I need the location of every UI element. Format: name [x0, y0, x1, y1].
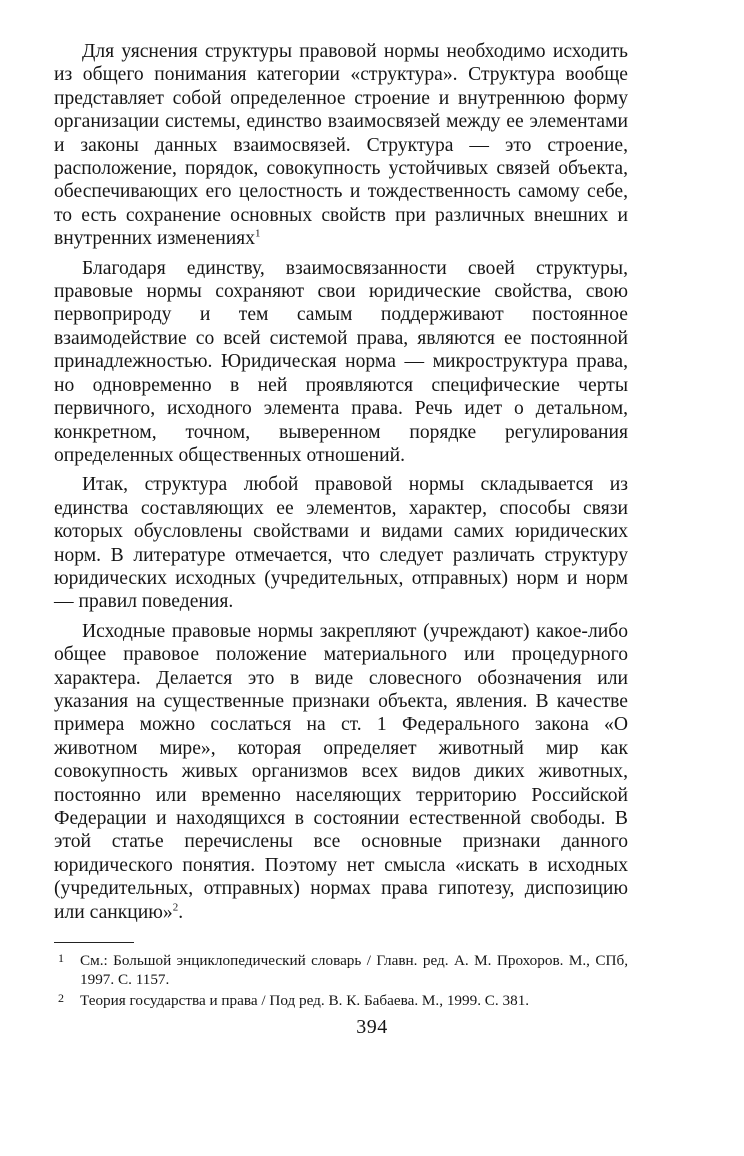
- footnote-ref[interactable]: 2: [172, 901, 179, 914]
- paragraph-text: Итак, структура любой правовой нормы складывается из единства составляющих ее элементов, характер, способы связи которых обусловлены свойствами и видами самих юридических норм. В литературе отмечается, что следует различать структуру юридических исходных (учредительных, отправных) норм и норм — правил поведения.: [54, 474, 628, 613]
- paragraph-tail: .: [178, 901, 184, 923]
- footnote-mark: 1: [58, 951, 64, 966]
- paragraph-text: Исходные правовые нормы закрепляют (учреждают) какое-либо общее правовое положение материального или процедурного характера. Делается это в виде словесного обозначения или указания на существенные признаки объекта, явления. В качестве примера можно сослаться на ст. 1 Федерального закона «О животном мире», которая определяет животный мир как совокупность живых организмов всех видов диких животных, постоянно или временно населяющих территорию Российской Федерации и находящихся в состоянии естественной свободы. В этой статье перечислены все основные признаки данного юридического понятия. Поэтому нет смысла «искать в исходных (учредительных, отправных) нормах права гипотезу, диспозицию или санкцию»: [54, 620, 628, 923]
- footnote-ref[interactable]: 1: [255, 227, 261, 240]
- paragraph: [54, 40, 628, 251]
- footnote-text: См.: Большой энциклопедический словарь / Главн. ред. А. М. Прохоров. М., СПб, 1997. С. 1157.: [80, 952, 628, 989]
- footnote-divider: [54, 942, 134, 943]
- paragraph-text: Благодаря единству, взаимосвязанности своей структуры, правовые нормы сохраняют свои юридические свойства, свою первоприроду и тем самым поддерживают постоянное взаимодействие со всей системой права, являются ее постоянной принадлежностью. Юридическая норма — микроструктура права, но одновременно в ней проявляются специфические черты первичного, исходного элемента права. Речь идет о детальном, конкретном, точном, выверенном порядке регулирования определенных общественных отношений.: [54, 257, 628, 466]
- footnote: [54, 991, 628, 1010]
- paragraph: [54, 473, 628, 613]
- footnote: [54, 951, 628, 989]
- footnote-mark: 2: [58, 991, 64, 1006]
- paragraph: [54, 257, 628, 468]
- paragraph-text: Для уяснения структуры правовой нормы необходимо исходить из общего понимания категории «структура». Структура вообще представляет собой определенное строение и внутреннюю форму организации системы, единство взаимосвязей между ее элементами и законы данных взаимосвязей. Структура — это строение, расположение, порядок, совокупность устойчивых связей объекта, обеспечивающих его целостность и тождественность самому себе, то есть сохранение основных свойств при различных внешних и внутренних изменениях: [54, 41, 628, 250]
- page-number: 394: [356, 1016, 388, 1038]
- paragraph: [54, 620, 628, 924]
- page-body: [54, 40, 628, 1012]
- footnote-text: Теория государства и права / Под ред. В. К. Бабаева. М., 1999. С. 381.: [80, 992, 530, 1010]
